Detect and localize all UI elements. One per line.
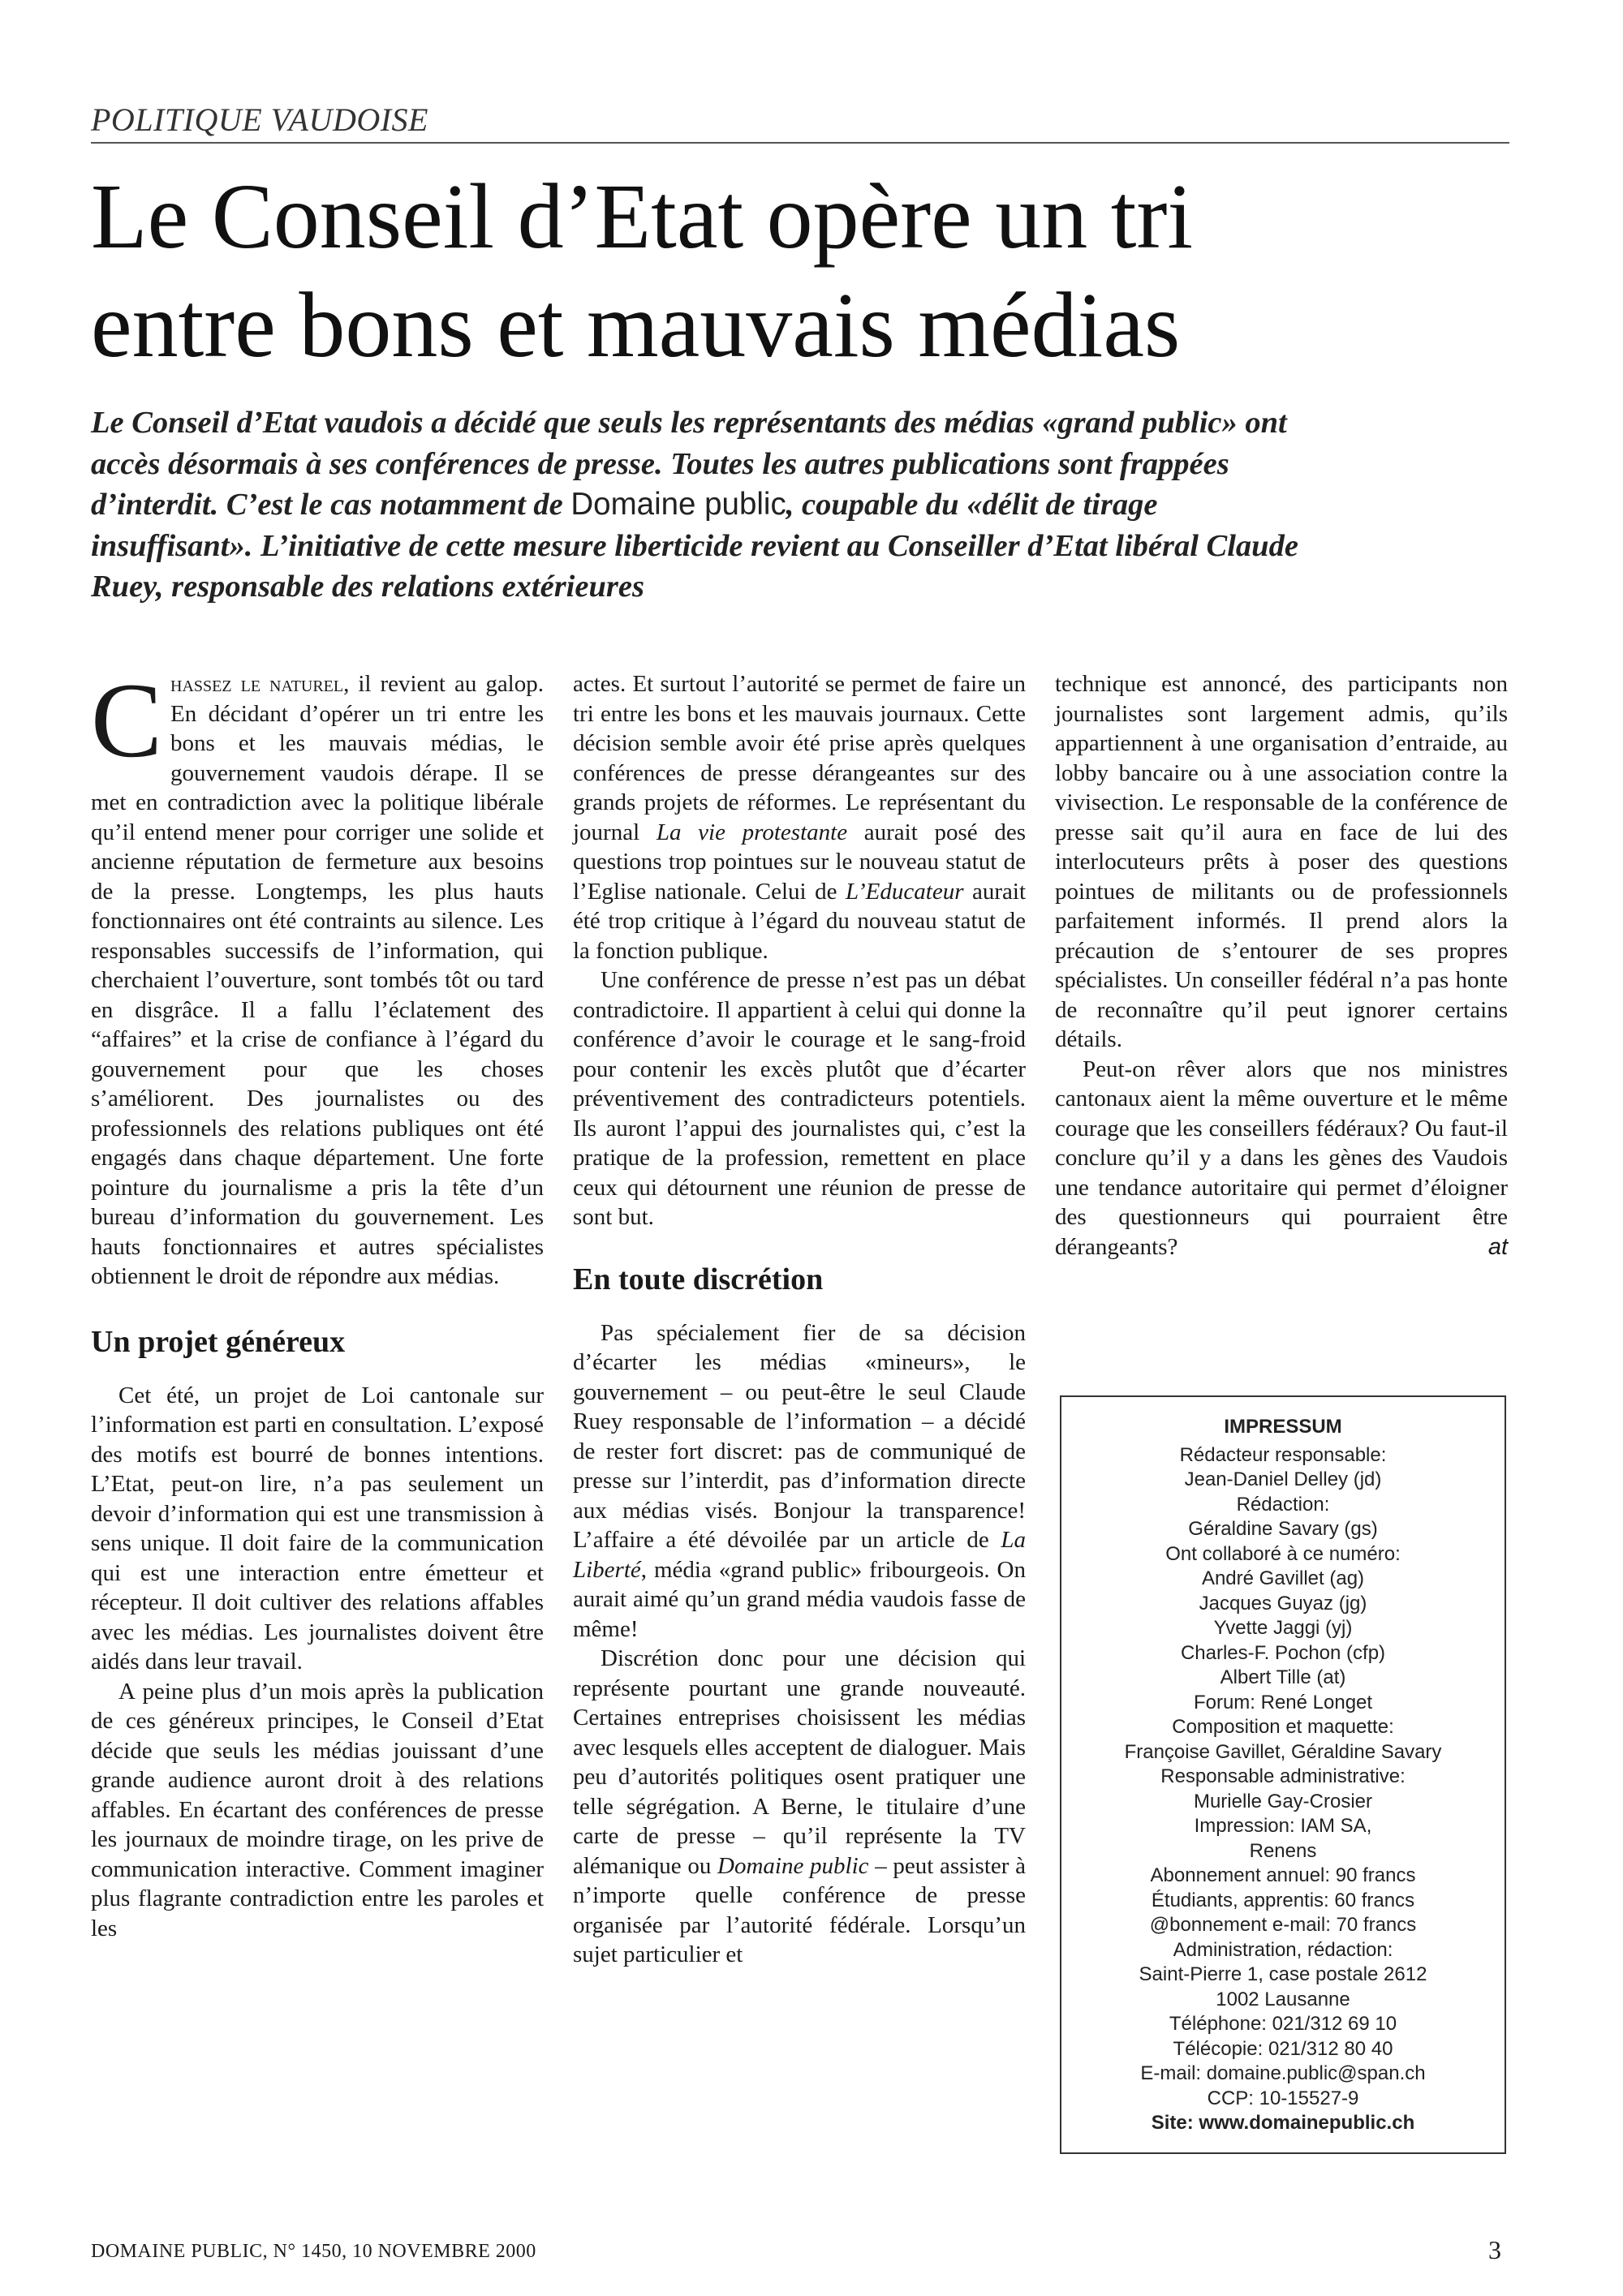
lead-paragraph [91,402,1308,608]
impressum-line: Jean-Daniel Delley (jd) [1184,1468,1382,1490]
impressum-line: Étudiants, apprentis: 60 francs [1151,1889,1415,1911]
lead-part-2: , coupable du «délit de tirage insuffisant». L’initiative de cette mesure liberticide revient au Conseiller d’Etat libéral Claude Ruey, responsable des relations extérieures [91,488,1298,604]
impressum-line: Françoise Gavillet, Géraldine Savary [1124,1740,1442,1763]
impressum-box [1060,1395,1506,2154]
article-paragraph: Peut-on rêver alors que nos ministres cantonaux aient la même ouverture et le même courage que les conseillers fédéraux? Ou faut-il conclure qu’il y a dans les gènes des Vaudois une tendance autoritaire qui permet d’éloigner des questionneurs qui pourraient être dérangeants? at [1055,1055,1508,1262]
article-column-2 [573,669,1026,1970]
publication-title: La vie protestante [656,819,848,845]
impressum-line: Administration, rédaction: [1173,1938,1393,1961]
impressum-line: 1002 Lausanne [1216,1988,1350,2010]
article-column-1 [91,660,544,1943]
impressum-line: Ont collaboré à ce numéro: [1165,1542,1401,1565]
impressum-line: André Gavillet (ag) [1201,1567,1365,1589]
publication-title: La Liberté [573,1527,1026,1583]
impressum-line: Impression: IAM SA, [1194,1815,1372,1837]
headline [91,162,1519,380]
impressum-line: @bonnement e-mail: 70 francs [1149,1914,1417,1936]
smallcaps-opening: hassez le naturel [170,671,344,697]
impressum-line: Télécopie: 021/312 80 40 [1173,2037,1393,2060]
page-number: 3 [1488,2235,1501,2264]
impressum-line: Abonnement annuel: 90 francs [1150,1864,1416,1886]
article-paragraph: Discrétion donc pour une décision qui représente pourtant une grande nouveauté. Certaines entreprises choisissent les médias avec lesquels elles acceptent de dialoguer. Mais peu d’autorités politiques osent pratiquer une telle ségrégation. A Berne, le titulaire d’une carte de presse – qu’il représente la TV alémanique ou Domaine public – peut assister à n’importe quelle conférence de presse organisée par l’autorité fédérale. Lorsqu’un sujet particulier et [573,1645,1026,1967]
impressum-line: Charles-F. Pochon (cfp) [1180,1641,1386,1664]
impressum-line: Saint-Pierre 1, case postale 2612 [1139,1963,1427,1985]
article-paragraph: actes. Et surtout l’autorité se permet de faire un tri entre les bons et les mauvais journaux. Cette décision semble avoir été prise après quelques conférences de presse dérangeantes sur des grands projets de réformes. Le représentant du journal La vie protestante aurait posé des questions trop pointues sur le nouveau statut de l’Eglise nationale. Celui de L’Educateur aurait été trop critique à l’égard du nouveau statut de la fonction publique. [573,671,1027,964]
publication-title: L’Educateur [845,878,964,905]
impressum-title: IMPRESSUM [1224,1416,1342,1438]
article-paragraph: technique est annoncé, des participants non journalistes sont largement admis, qu’ils appartiennent à une organisation d’entraide, au lobby bancaire ou à une association contre la vivisection. Le responsable de la conférence de presse sait qu’il aura en face de lui des interlocuteurs prêts à poser des questions pointues de militants ou de professionnels parfaitement informés. Il prend alors la précaution de s’entourer de ses propres spécialistes. Un conseiller fédéral n’a pas honte de reconnaître qu’il peut ignorer certains détails. [1055,671,1508,1052]
article-paragraph: Chassez le naturel, il revient au galop. En décidant d’opérer un tri entre les bons et les mauvais médias, le gouvernement vaudois dérape. Il se met en contradiction avec la politique libérale qu’il entend mener pour corriger une solide et ancienne réputation de fermeture aux besoins de la presse. Longtemps, les plus hauts fonctionnaires ont été contraints au silence. Les responsables successifs de l’information, qui cherchaient l’ouverture, sont tombés tôt ou tard en disgrâce. Il a fallu l’éclatement des “affaires” et la crise de confiance à l’égard du gouvernement pour que les choses s’améliorent. Des journalistes ou des professionnels des relations publiques ont été engagés dans chaque département. Une forte pointure du journalisme a pris la tête d’un bureau d’information du gouvernement. Les hauts fonctionnaires et autres spécialistes obtiennent le droit de répondre aux médias. [91,660,544,1289]
impressum-website: Site: www.domainepublic.ch [1151,2112,1415,2134]
article-paragraph: Pas spécialement fier de sa décision d’écarter les médias «mineurs», le gouvernement – ou peut-être le seul Claude Ruey responsable de l’information – a décidé de rester fort discret: pas de communiqué de presse sur l’interdit, pas d’information directe aux médias visés. Bonjour la transparence! L’affaire a été dévoilée par un article de La Liberté, média «grand public» fribourgeois. On aurait aimé qu’un grand média vaudois fasse de même! [573,1319,1026,1642]
impressum-line: Jacques Guyaz (jg) [1199,1592,1367,1615]
headline-line-2: entre bons et mauvais médias [91,273,1181,376]
article-paragraph: Cet été, un projet de Loi cantonale sur l’information est parti en consultation. L’exposé des motifs est bourré de bonnes intentions. L’Etat, peut-on lire, n’a pas seulement un devoir d’information qui est une transmission à sens unique. Il doit faire de la communication qui est une interaction entre émetteur et récepteur. Il doit cultiver des relations affables avec les médias. Les journalistes doivent être aidés dans leur travail. [91,1382,544,1675]
article-paragraph: A peine plus d’un mois après la publication de ces généreux principes, le Conseil d’Etat décide que seuls les médias jouissant d’une grande audience auront droit à des relations affables. En écartant des conférences de presse les journaux de moindre tirage, on les prive de communication interactive. Comment imaginer plus flagrante contradiction entre les paroles et les [91,1678,544,1941]
impressum-line: CCP: 10-15527-9 [1207,2087,1359,2109]
headline-line-1: Le Conseil d’Etat opère un tri [91,165,1194,268]
author-signature: at [1487,1233,1508,1260]
impressum-lines [1061,1443,1505,2112]
impressum-line: Rédacteur responsable: [1179,1443,1387,1466]
publication-title: Domaine public [717,1852,869,1879]
article-column-3 [1055,669,1508,1262]
impressum-line: E-mail: domaine.public@span.ch [1140,2062,1426,2084]
impressum-line: Murielle Gay-Crosier [1193,1790,1373,1812]
impressum-line: Albert Tille (at) [1220,1666,1346,1688]
section-rubric: POLITIQUE VAUDOISE [91,101,1509,144]
impressum-line: Téléphone: 021/312 69 10 [1169,2013,1397,2035]
article-paragraph: Une conférence de presse n’est pas un débat contradictoire. Il appartient à celui qui donne la conférence d’avoir le courage et le sang-froid pour contenir les excès plutôt que d’écarter préventivement des contradicteurs potentiels. Ils auront l’appui des journalistes qui, c’est la pratique de la profession, remettent en place ceux qui détournent une réunion de presse de sont but. [573,967,1026,1230]
impressum-line: Géraldine Savary (gs) [1188,1518,1378,1540]
footer-issue-line: DOMAINE PUBLIC, N° 1450, 10 NOVEMBRE 2000 [91,2241,536,2262]
impressum-line: Yvette Jaggi (yj) [1213,1617,1353,1639]
impressum-line: Responsable administrative: [1160,1765,1406,1787]
subheading-projet-genereux: Un projet généreux [91,1324,346,1359]
lead-part-1: Le Conseil d’Etat vaudois a décidé que seuls les représentants des médias «grand public» ont accès désormais à ses conférences de presse. Toutes les autres publications sont frappées d’interdit. C’est le cas notamment de [91,406,1287,522]
impressum-line: Forum: René Longet [1193,1691,1373,1713]
lead-publication-name: Domaine public [570,487,786,522]
impressum-line: Composition et maquette: [1172,1716,1394,1738]
drop-cap: C [91,660,163,780]
subheading-en-toute-discretion: En toute discrétion [573,1262,824,1296]
impressum-line: Rédaction: [1236,1493,1330,1516]
impressum-line: Renens [1249,1839,1317,1862]
